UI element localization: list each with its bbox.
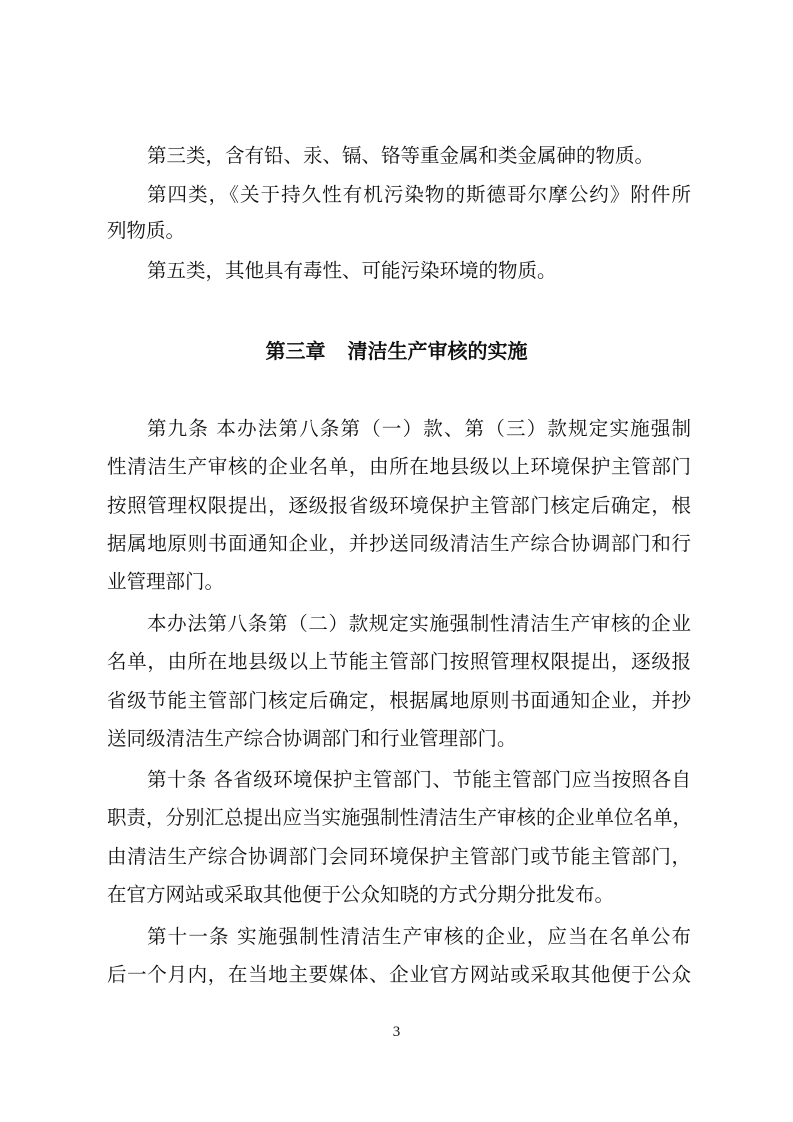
page-number: 3	[392, 1024, 401, 1040]
chapter-title: 清洁生产审核的实施	[347, 339, 528, 363]
article-9-line: 业管理部门。	[107, 570, 225, 593]
paragraph-line: 列物质。	[107, 219, 186, 242]
article-9-line: 性清洁生产审核的企业名单，由所在地县级以上环境保护主管部门	[107, 455, 691, 478]
article-11-line: 后一个月内，在当地主要媒体、企业官方网站或采取其他便于公众	[107, 963, 691, 986]
article-9-line: 第九条 本办法第八条第（一）款、第（三）款规定实施强制	[147, 417, 691, 440]
article-9-p2-line: 本办法第八条第（二）款规定实施强制性清洁生产审核的企业	[147, 612, 691, 635]
chapter-number: 第三章	[265, 339, 326, 363]
chapter-heading	[0, 336, 793, 366]
paragraph-line: 第五类，其他具有毒性、可能污染环境的物质。	[147, 259, 557, 282]
article-10-line: 职责，分别汇总提出应当实施强制性清洁生产审核的企业单位名单，	[107, 806, 693, 829]
article-9-p2-line: 送同级清洁生产综合协调部门和行业管理部门。	[107, 727, 517, 750]
article-9-line: 按照管理权限提出，逐级报省级环境保护主管部门核定后确定，根	[107, 494, 691, 517]
article-10-line: 第十条 各省级环境保护主管部门、节能主管部门应当按照各自	[147, 768, 691, 791]
paragraph-line: 第四类，《关于持久性有机污染物的斯德哥尔摩公约》附件所	[147, 183, 691, 206]
article-9-p2-line: 名单，由所在地县级以上节能主管部门按照管理权限提出，逐级报	[107, 650, 691, 673]
paragraph-line: 第三类，含有铅、汞、镉、铬等重金属和类金属砷的物质。	[147, 144, 655, 167]
article-10-line: 由清洁生产综合协调部门会同环境保护主管部门或节能主管部门，	[107, 845, 691, 868]
article-9-line: 据属地原则书面通知企业，并抄送同级清洁生产综合协调部门和行	[107, 532, 691, 555]
article-10-line: 在官方网站或采取其他便于公众知晓的方式分期分批发布。	[107, 883, 615, 906]
article-11-line: 第十一条 实施强制性清洁生产审核的企业，应当在名单公布	[147, 925, 691, 948]
article-9-p2-line: 省级节能主管部门核定后确定，根据属地原则书面通知企业，并抄	[107, 689, 691, 712]
